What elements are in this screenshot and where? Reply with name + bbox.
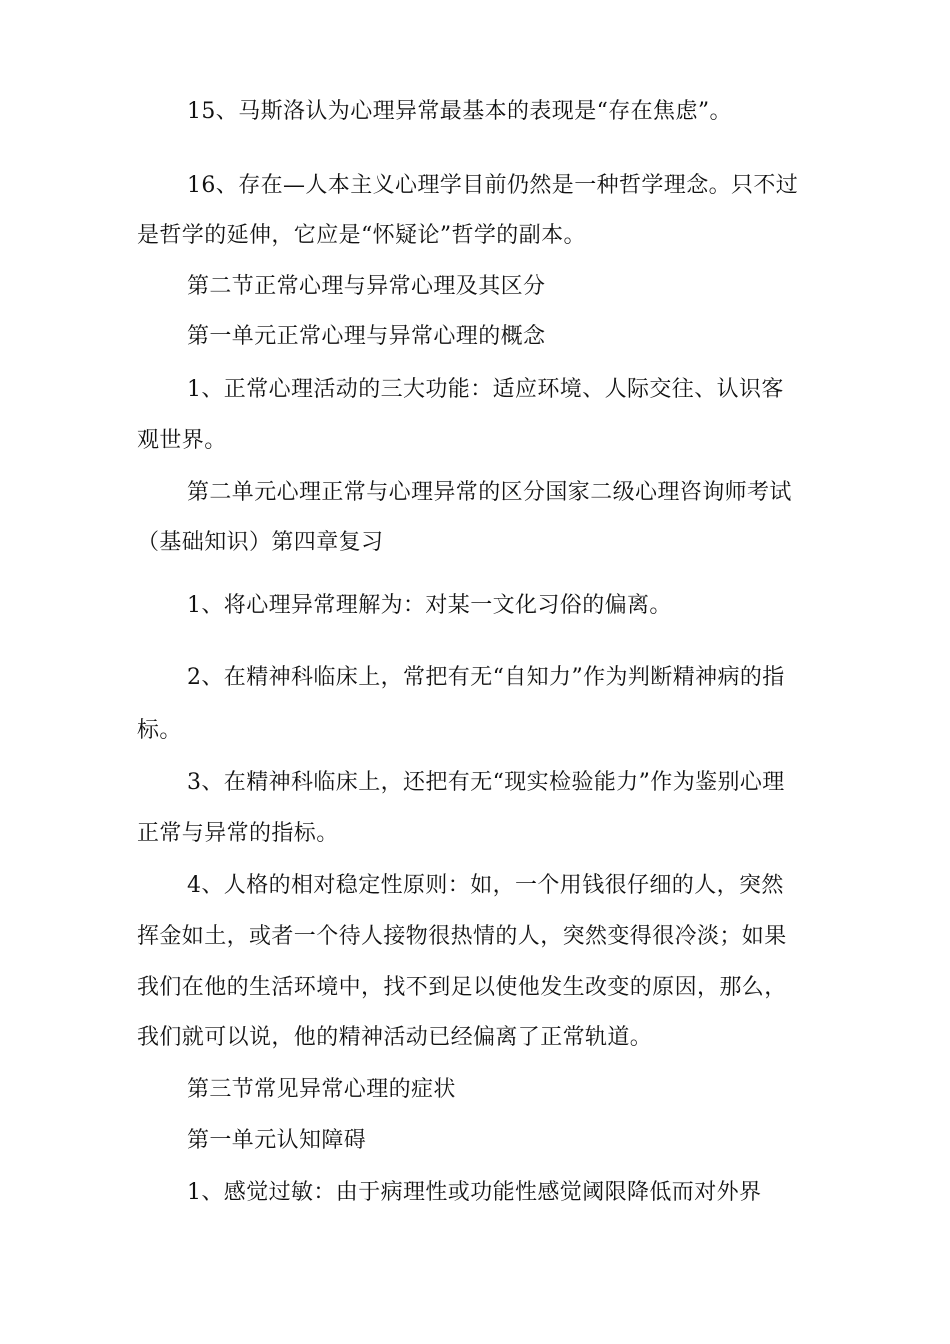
text-line: 是哲学的延伸，它应是“怀疑论”哲学的副本。 xyxy=(137,223,586,248)
text-line: 观世界。 xyxy=(137,428,227,453)
unit-heading: 第二单元心理正常与心理异常的区分国家二级心理咨询师考试 xyxy=(187,480,792,505)
text-line: 2、在精神科临床上，常把有无“自知力”作为判断精神病的指 xyxy=(187,665,785,690)
section-heading: 第三节常见异常心理的症状 xyxy=(187,1077,456,1102)
text-line: 标。 xyxy=(137,718,182,743)
text-line: 1、正常心理活动的三大功能：适应环境、人际交往、认识客 xyxy=(187,377,784,402)
text-line: 16、存在—人本主义心理学目前仍然是一种哲学理念。只不过 xyxy=(187,173,799,198)
text-line: 4、人格的相对稳定性原则：如，一个用钱很仔细的人，突然 xyxy=(187,873,784,898)
text-line: 3、在精神科临床上，还把有无“现实检验能力”作为鉴别心理 xyxy=(187,770,785,795)
unit-heading: 第一单元正常心理与异常心理的概念 xyxy=(187,324,546,349)
text-line: 我们在他的生活环境中，找不到足以使他发生改变的原因，那么， xyxy=(137,975,787,1000)
section-heading: 第二节正常心理与异常心理及其区分 xyxy=(187,274,546,299)
text-line: 正常与异常的指标。 xyxy=(137,821,339,846)
unit-heading: 第一单元认知障碍 xyxy=(187,1128,367,1153)
text-line: 我们就可以说，他的精神活动已经偏离了正常轨道。 xyxy=(137,1025,653,1050)
text-line: 1、感觉过敏：由于病理性或功能性感觉阈限降低而对外界 xyxy=(187,1180,762,1205)
text-line: 1、将心理异常理解为：对某一文化习俗的偏离。 xyxy=(187,593,672,618)
text-line: 挥金如土，或者一个待人接物很热情的人，突然变得很冷淡；如果 xyxy=(137,924,787,949)
text-line: 15、马斯洛认为心理异常最基本的表现是“存在焦虑”。 xyxy=(187,99,732,124)
unit-heading-continuation: （基础知识）第四章复习 xyxy=(137,530,384,555)
